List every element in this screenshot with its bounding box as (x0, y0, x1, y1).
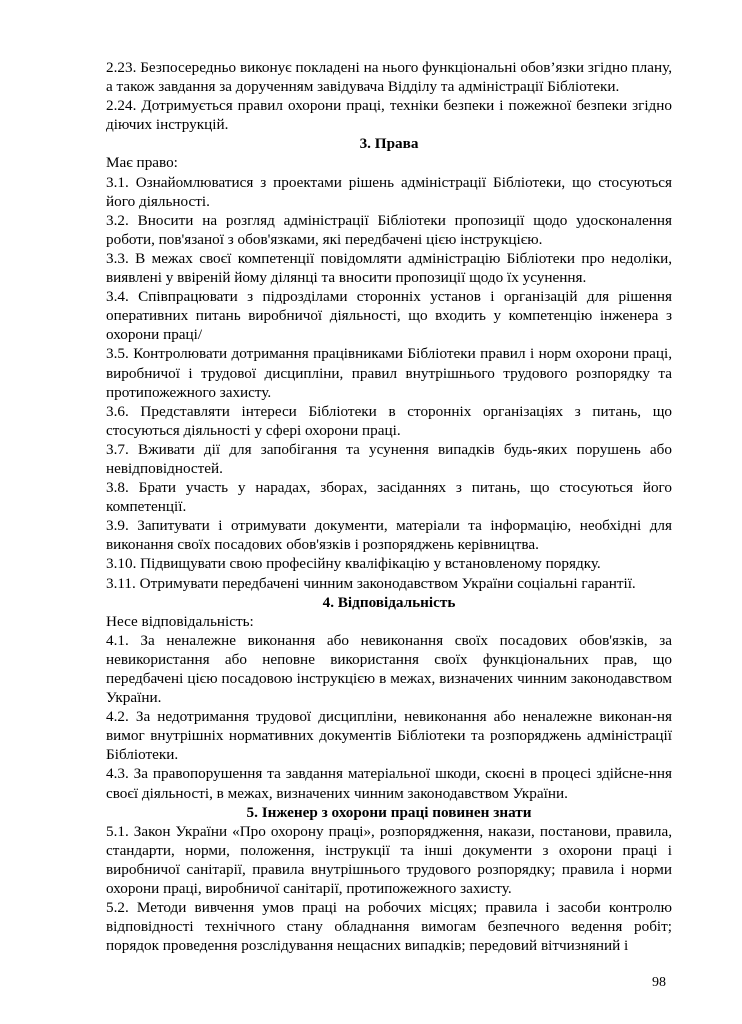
paragraph-5-1: 5.1. Закон України «Про охорону праці», розпорядження, накази, постанови, правила, стандарти, норми, положення, інструкції та інші документи з охорони праці і виробничої санітарії, правила внутрішнього трудового розпорядку; правила і норми охорони праці, виробничої санітарії, протипожежного захисту. (106, 822, 672, 898)
document-body (106, 58, 672, 955)
paragraph-responsibility-intro: Несе відповідальність: (106, 612, 254, 630)
paragraph-4-3: 4.3. За правопорушення та завдання матеріальної шкоди, скоєні в процесі здійсне-ння своєї діяльності, в межах, визначених чинним законодавством України. (106, 765, 672, 802)
section-heading-rights: 3. Права (359, 135, 419, 153)
paragraph-3-6: 3.6. Представляти інтереси Бібліотеки в сторонніх організаціях з питань, що стосуються діяльності у сфері охорони праці. (106, 402, 672, 439)
paragraph-rights-intro: Має право: (106, 154, 178, 172)
paragraph-3-9: 3.9. Запитувати і отримувати документи, матеріали та інформацію, необхідні для виконання своїх посадових обов'язків і розпоряджень керівництва. (106, 517, 672, 554)
paragraph-3-4: 3.4. Співпрацювати з підрозділами сторонніх установ і організацій для рішення оперативних питань виробничої діяльності, що входить у компетенцію інженера з охорони праці/ (106, 288, 672, 344)
paragraph-3-5: 3.5. Контролювати дотримання працівниками Бібліотеки правил і норм охорони праці, виробничої і трудової дисципліни, правил внутрішнього трудового розпорядку та протипожежного захисту. (106, 345, 672, 401)
section-heading-knowledge: 5. Інженер з охорони праці повинен знати (246, 803, 532, 821)
paragraph-2-24: 2.24. Дотримується правил охорони праці, техніки безпеки і пожежної безпеки згідно діючих інструкцій. (106, 97, 672, 134)
paragraph-4-1: 4.1. За неналежне виконання або невиконання своїх посадових обов'язків, за невикористання або неповне використання своїх функціональних прав, що передбачені цією посадовою інструкцією в межах, визначених чинним законодавством України. (106, 631, 672, 707)
paragraph-5-2: 5.2. Методи вивчення умов праці на робочих місцях; правила і засоби контролю відповідності технічного стану обладнання вимогам безпечного ведення робіт; порядок проведення розслідування нещасних випадків; передовий вітчизняний і (106, 899, 672, 955)
paragraph-3-8: 3.8. Брати участь у нарадах, зборах, засіданнях з питань, що стосуються його компетенції. (106, 479, 672, 516)
paragraph-3-3: 3.3. В межах своєї компетенції повідомляти адміністрацію Бібліотеки про недоліки, виявлені у ввіреній йому ділянці та вносити пропозиції щодо їх усунення. (106, 249, 672, 287)
paragraph-3-10: 3.10. Підвищувати свою професійну кваліфікацію у встановленому порядку. (106, 555, 601, 573)
paragraph-3-1: 3.1. Ознайомлюватися з проектами рішень адміністрації Бібліотеки, що стосуються його діяльності. (106, 173, 672, 210)
paragraph-3-11: 3.11. Отримувати передбачені чинним законодавством України соціальні гарантії. (106, 574, 636, 592)
paragraph-3-7: 3.7. Вживати дії для запобігання та усунення випадків будь-яких порушень або невідповідностей. (106, 440, 672, 477)
paragraph-2-23: 2.23. Безпосередньо виконує покладені на нього функціональні обов’язки згідно плану, а також завдання за дорученням завідувача Відділу та адміністрації Бібліотеки. (106, 59, 672, 96)
paragraph-3-2: 3.2. Вносити на розгляд адміністрації Бібліотеки пропозиції щодо удосконалення роботи, пов'язаної з обов'язками, які передбачені цією інструкцією. (106, 211, 672, 248)
page-number: 98 (652, 975, 666, 990)
section-heading-responsibility: 4. Відповідальність (322, 593, 456, 611)
paragraph-4-2: 4.2. За недотримання трудової дисципліни, невиконання або неналежне виконан-ня вимог внутрішніх нормативних документів Бібліотеки та розпоряджень адміністрації Бібліотеки. (106, 708, 672, 764)
